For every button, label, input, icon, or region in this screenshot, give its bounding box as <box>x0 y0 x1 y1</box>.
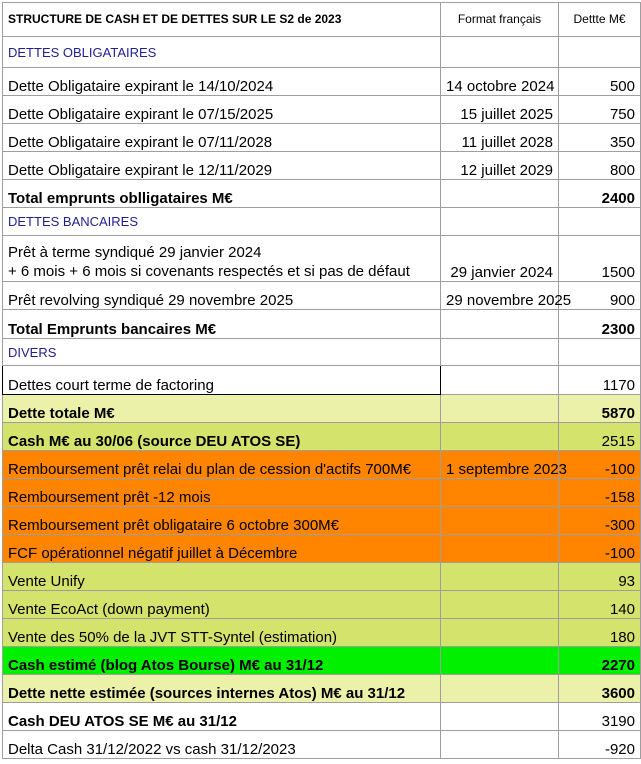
section-title-bonds[interactable]: DETTES OBLIGATAIRES <box>3 37 441 68</box>
cell-date[interactable] <box>441 423 559 451</box>
total-row <box>3 395 641 423</box>
cell-label[interactable]: Remboursement prêt relai du plan de cession d'actifs 700M€ <box>3 451 441 479</box>
cell-label[interactable]: Cash M€ au 30/06 (source DEU ATOS SE) <box>3 423 441 451</box>
section-row <box>3 37 641 68</box>
cell-value[interactable] <box>559 339 641 366</box>
table-row <box>3 282 641 310</box>
cell-date[interactable] <box>441 591 559 619</box>
section-row <box>3 208 641 236</box>
cell-value[interactable]: 1500 <box>559 236 641 282</box>
cell-label-line2: + 6 mois + 6 mois si covenants respectés et si pas de défaut <box>8 263 410 280</box>
table-row <box>3 731 641 759</box>
cell-value[interactable]: -100 <box>559 535 641 563</box>
cell-date[interactable] <box>441 310 559 339</box>
cell-label[interactable]: Vente EcoAct (down payment) <box>3 591 441 619</box>
cell-date[interactable] <box>441 339 559 366</box>
total-row <box>3 310 641 339</box>
cell-label[interactable]: Dette Obligataire expirant le 14/10/2024 <box>3 68 441 96</box>
cell-label[interactable]: Dette totale M€ <box>3 395 441 423</box>
cell-date[interactable] <box>441 366 559 395</box>
table-row <box>3 507 641 535</box>
table-row <box>3 591 641 619</box>
cell-value[interactable]: 2515 <box>559 423 641 451</box>
cell-value[interactable]: 800 <box>559 152 641 180</box>
cell-date[interactable] <box>441 647 559 675</box>
column-header-format[interactable]: Format français <box>441 3 559 37</box>
cell-value[interactable]: -100 <box>559 451 641 479</box>
table-row <box>3 451 641 479</box>
cell-value[interactable]: 5870 <box>559 395 641 423</box>
total-row <box>3 647 641 675</box>
cell-label[interactable]: Cash estimé (blog Atos Bourse) M€ au 31/12 <box>3 647 441 675</box>
section-title-banks[interactable]: DETTES BANCAIRES <box>3 208 441 236</box>
cell-label[interactable]: Vente des 50% de la JVT STT-Syntel (estimation) <box>3 619 441 647</box>
cell-value[interactable]: 1170 <box>559 366 641 395</box>
cell-value[interactable]: 750 <box>559 96 641 124</box>
cell-label[interactable]: Delta Cash 31/12/2022 vs cash 31/12/2023 <box>3 731 441 759</box>
cell-date[interactable]: 29 novembre 2025 <box>441 282 559 310</box>
cell-label-line1: Prêt à terme syndiqué 29 janvier 2024 <box>8 244 262 261</box>
cell-value[interactable] <box>559 208 641 236</box>
cell-value[interactable]: 2300 <box>559 310 641 339</box>
cell-label[interactable]: Dette nette estimée (sources internes Atos) M€ au 31/12 <box>3 675 441 703</box>
cell-date[interactable] <box>441 675 559 703</box>
cell-date[interactable] <box>441 395 559 423</box>
table-row <box>3 124 641 152</box>
cell-label[interactable]: FCF opérationnel négatif juillet à Décembre <box>3 535 441 563</box>
column-header-debt[interactable]: Dettte M€ <box>559 3 641 37</box>
cell-date[interactable] <box>441 731 559 759</box>
cell-value[interactable]: 500 <box>559 68 641 96</box>
header-row <box>3 3 641 37</box>
cell-value[interactable]: 140 <box>559 591 641 619</box>
cell-date[interactable]: 11 juillet 2028 <box>441 124 559 152</box>
cell-date[interactable]: 12 juillet 2029 <box>441 152 559 180</box>
cell-label[interactable]: Dette Obligataire expirant le 12/11/2029 <box>3 152 441 180</box>
section-row <box>3 339 641 366</box>
cell-label-selected[interactable]: Dettes court terme de factoring <box>3 366 441 395</box>
table-row <box>3 152 641 180</box>
table-row <box>3 535 641 563</box>
table-row <box>3 366 641 395</box>
cell-date[interactable] <box>441 180 559 208</box>
cell-value[interactable]: 2270 <box>559 647 641 675</box>
cell-value[interactable]: 3600 <box>559 675 641 703</box>
cell-date[interactable] <box>441 208 559 236</box>
cell-value[interactable]: 350 <box>559 124 641 152</box>
total-row <box>3 180 641 208</box>
cell-label[interactable]: Total emprunts oblligataires M€ <box>3 180 441 208</box>
cell-label[interactable]: Cash DEU ATOS SE M€ au 31/12 <box>3 703 441 731</box>
section-title-misc[interactable]: DIVERS <box>3 339 441 366</box>
cell-date[interactable] <box>441 507 559 535</box>
table-row <box>3 236 641 282</box>
cell-date[interactable] <box>441 535 559 563</box>
cell-label[interactable]: Remboursement prêt obligataire 6 octobre 300M€ <box>3 507 441 535</box>
cell-value[interactable]: 180 <box>559 619 641 647</box>
cell-date[interactable]: 14 octobre 2024 <box>441 68 559 96</box>
table-row <box>3 96 641 124</box>
cell-label[interactable]: Remboursement prêt -12 mois <box>3 479 441 507</box>
cell-value[interactable]: 93 <box>559 563 641 591</box>
cell-date[interactable] <box>441 479 559 507</box>
cell-value[interactable]: 2400 <box>559 180 641 208</box>
table-row <box>3 479 641 507</box>
cell-date[interactable] <box>441 619 559 647</box>
cell-value[interactable]: -920 <box>559 731 641 759</box>
cell-value[interactable]: -158 <box>559 479 641 507</box>
cell-date[interactable] <box>441 703 559 731</box>
table-row <box>3 423 641 451</box>
cell-date[interactable] <box>441 37 559 68</box>
cell-label[interactable]: Vente Unify <box>3 563 441 591</box>
cell-date[interactable]: 15 juillet 2025 <box>441 96 559 124</box>
table-title[interactable]: STRUCTURE DE CASH ET DE DETTES SUR LE S2 de 2023 <box>3 3 441 37</box>
cell-date[interactable] <box>441 563 559 591</box>
table-row <box>3 703 641 731</box>
cell-label[interactable]: Prêt revolving syndiqué 29 novembre 2025 <box>3 282 441 310</box>
table-row <box>3 619 641 647</box>
cell-label[interactable]: Total Emprunts bancaires M€ <box>3 310 441 339</box>
cell-value[interactable]: 900 <box>559 282 641 310</box>
cell-date[interactable]: 1 septembre 2023 <box>441 451 559 479</box>
cell-value[interactable]: -300 <box>559 507 641 535</box>
cell-value[interactable] <box>559 37 641 68</box>
table-row <box>3 563 641 591</box>
cell-label[interactable] <box>3 236 441 282</box>
total-row <box>3 675 641 703</box>
table-row <box>3 68 641 96</box>
debt-cash-table <box>2 2 641 759</box>
cell-label[interactable]: Dette Obligataire expirant le 07/15/2025 <box>3 96 441 124</box>
cell-date[interactable]: 29 janvier 2024 <box>441 236 559 282</box>
cell-value[interactable]: 3190 <box>559 703 641 731</box>
cell-label[interactable]: Dette Obligataire expirant le 07/11/2028 <box>3 124 441 152</box>
